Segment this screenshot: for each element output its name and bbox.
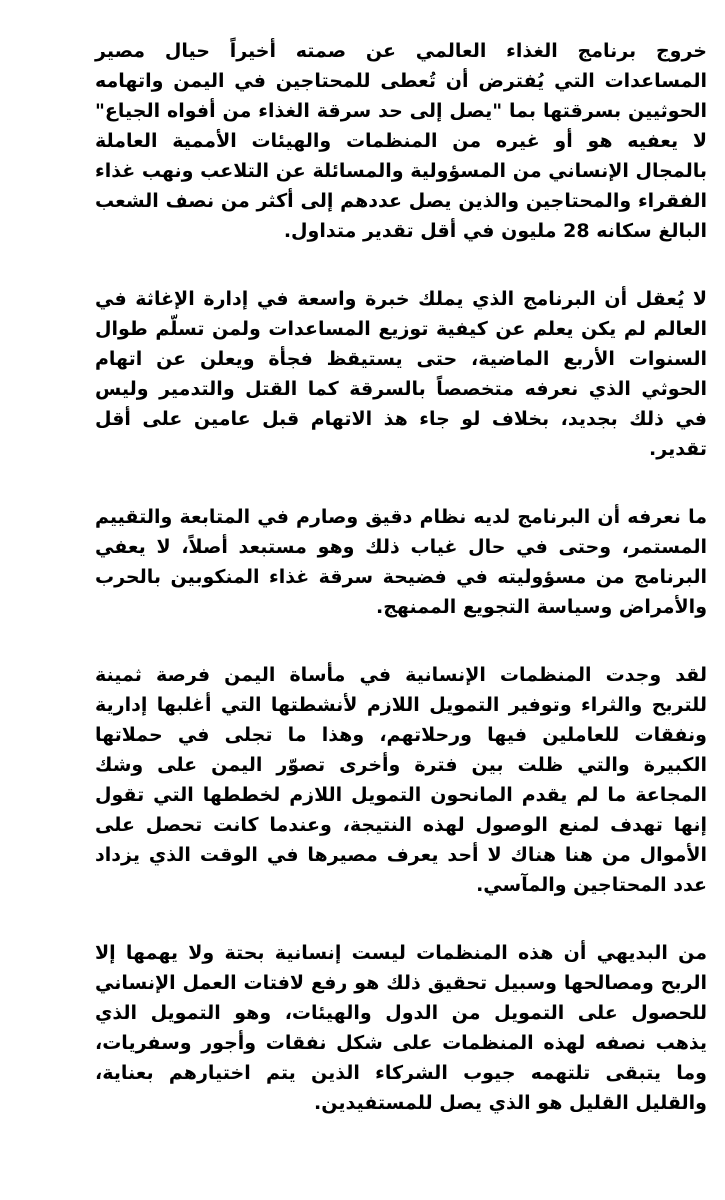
- paragraph-1: خروج برنامج الغذاء العالمي عن صمته أخيراً حيال مصير المساعدات التي يُفترض أن تُعطى للمحتاجين في اليمن واتهامه الحوثيين بسرقتها بما "يصل إلى حد سرقة الغذاء من أفواه الجياع" لا يعفيه هو أو غيره من المنظمات والهيئات الأممية العاملة بالمجال الإنساني من المسؤولية والمسائلة عن التلاعب ونهب غذاء الفقراء والمحتاجين والذين يصل عددهم إلى أكثر من نصف الشعب البالغ سكانه 28 مليون في أقل تقدير متداول.: [95, 40, 707, 242]
- paragraph-2: لا يُعقل أن البرنامج الذي يملك خبرة واسعة في إدارة الإغاثة في العالم لم يكن يعلم عن كيفية توزيع المساعدات ولمن تسلّم طوال السنوات الأربع الماضية، حتى يستيقظ فجأة ويعلن عن اتهام الحوثي الذي نعرفه متخصصاً بالسرقة كما القتل والتدمير وليس في ذلك بجديد، بخلاف لو جاء هذ الاتهام قبل عامين على أقل تقدير.: [95, 288, 707, 460]
- article-body: [95, 36, 707, 1118]
- paragraph-4: لقد وجدت المنظمات الإنسانية في مأساة اليمن فرصة ثمينة للتربح والثراء وتوفير التمويل اللازم لأنشطتها التي أغلبها إدارية ونفقات للعاملين فيها ورحلاتهم، وهذا ما تجلى في حملاتها الكبيرة والتي ظلت بين فترة وأخرى تصوّر اليمن على وشك المجاعة ما لم يقدم المانحون التمويل اللازم لخططها التي تقول إنها تهدف لمنع الوصول لهذه النتيجة، وعندما كانت تحصل على الأموال من هنا هناك لا أحد يعرف مصيرها في الوقت الذي يزداد عدد المحتاجين والمآسي.: [95, 664, 707, 896]
- paragraph-5: من البديهي أن هذه المنظمات ليست إنسانية بحتة ولا يهمها إلا الربح ومصالحها وسبيل تحقيق ذلك هو رفع لافتات العمل الإنساني للحصول على التمويل من الدول والهيئات، وهو التمويل الذي يذهب نصفه لهذه المنظمات على شكل نفقات وأجور وسفريات، وما يتبقى تلتهمه جيوب الشركاء الذين يتم اختيارهم بعناية، والقليل القليل هو الذي يصل للمستفيدين.: [95, 942, 707, 1114]
- paragraph-3: ما نعرفه أن البرنامج لديه نظام دقيق وصارم في المتابعة والتقييم المستمر، وحتى في حال غياب ذلك وهو مستبعد أصلاً، لا يعفي البرنامج من مسؤوليته في فضيحة سرقة غذاء المنكوبين بالحرب والأمراض وسياسة التجويع الممنهج.: [95, 506, 707, 618]
